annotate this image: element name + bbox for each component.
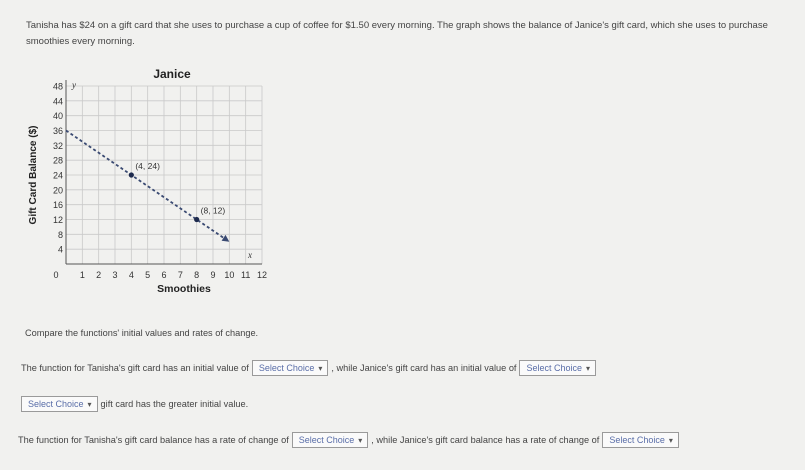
y-tick-label: 48 — [52, 81, 63, 92]
y-tick-label: 40 — [52, 111, 63, 122]
sentence-3 — [18, 432, 682, 448]
sentence-3-text-a: The function for Tanisha's gift card balance has a rate of change of — [18, 435, 289, 445]
y-tick-label: 36 — [52, 126, 63, 136]
data-point-label: (8, 12) — [200, 205, 226, 216]
chevron-down-icon: ▾ — [318, 363, 323, 373]
x-tick-label: 11 — [240, 270, 251, 280]
y-tick-label: 12 — [52, 215, 63, 225]
sentence-1 — [21, 360, 599, 376]
sentence-3-text-b: , while Janice's gift card balance has a rate of change of — [371, 435, 600, 445]
x-axis-label: Smoothies — [157, 283, 211, 295]
y-tick-label: 44 — [52, 96, 63, 107]
janice-initial-value-select[interactable] — [519, 360, 596, 376]
problem-statement: Tanisha has $24 on a gift card that she uses to purchase a cup of coffee for $1.50 every morning. The graph shows the balance of Janice's gift card, which she uses to purchase smoothies every morning. — [26, 20, 768, 47]
x-tick-label: 8 — [194, 270, 200, 280]
y-tick-label: 20 — [52, 185, 63, 196]
sentence-1-text-a: The function for Tanisha's gift card has an initial value of — [21, 363, 249, 373]
sentence-1-text-b: , while Janice's gift card has an initial value of — [331, 363, 517, 373]
select-label: Select Choice — [298, 435, 355, 445]
x-tick-label: 0 — [53, 270, 59, 280]
x-tick-label: 6 — [161, 270, 167, 280]
y-tick-label: 4 — [57, 244, 63, 255]
data-point-label: (4, 24) — [135, 161, 160, 171]
chevron-down-icon: ▾ — [87, 399, 92, 409]
compare-prompt: Compare the functions' initial values and rates of change. — [25, 328, 259, 338]
data-point — [129, 172, 134, 177]
chart-svg — [20, 60, 280, 320]
y-axis-label: Gift Card Balance ($) — [28, 125, 39, 225]
sentence-2-text: gift card has the greater initial value. — [100, 399, 249, 409]
x-tick-label: 1 — [79, 270, 85, 280]
select-label: Select Choice — [28, 399, 84, 409]
y-tick-label: 24 — [52, 170, 63, 181]
x-tick-label: 2 — [96, 270, 102, 280]
greater-initial-value-select[interactable] — [21, 396, 98, 412]
y-tick-label: 32 — [52, 140, 63, 151]
select-label: Select Choice — [609, 435, 665, 445]
janice-chart — [20, 60, 280, 320]
x-axis-letter: x — [248, 250, 252, 260]
x-tick-label: 10 — [224, 270, 235, 280]
x-tick-label: 3 — [112, 270, 118, 280]
y-tick-label: 16 — [52, 200, 63, 211]
y-tick-label: 28 — [52, 155, 63, 166]
y-axis-letter: y — [72, 80, 76, 90]
sentence-2 — [18, 396, 248, 412]
tanisha-rate-select[interactable] — [292, 432, 369, 448]
chevron-down-icon: ▾ — [668, 435, 673, 445]
chevron-down-icon: ▾ — [358, 435, 363, 445]
janice-rate-select[interactable] — [602, 432, 679, 448]
chart-title: Janice — [153, 67, 191, 81]
x-tick-label: 12 — [256, 270, 268, 280]
x-tick-label: 5 — [145, 270, 151, 280]
chevron-down-icon: ▾ — [586, 363, 591, 373]
x-tick-label: 4 — [128, 270, 134, 280]
y-tick-label: 8 — [57, 229, 63, 240]
x-tick-label: 7 — [177, 270, 183, 280]
data-point — [194, 217, 199, 222]
x-tick-label: 9 — [210, 270, 216, 280]
select-label: Select Choice — [526, 363, 583, 373]
select-label: Select Choice — [258, 363, 315, 373]
tanisha-initial-value-select[interactable] — [252, 360, 329, 376]
line-arrowhead — [222, 235, 230, 242]
